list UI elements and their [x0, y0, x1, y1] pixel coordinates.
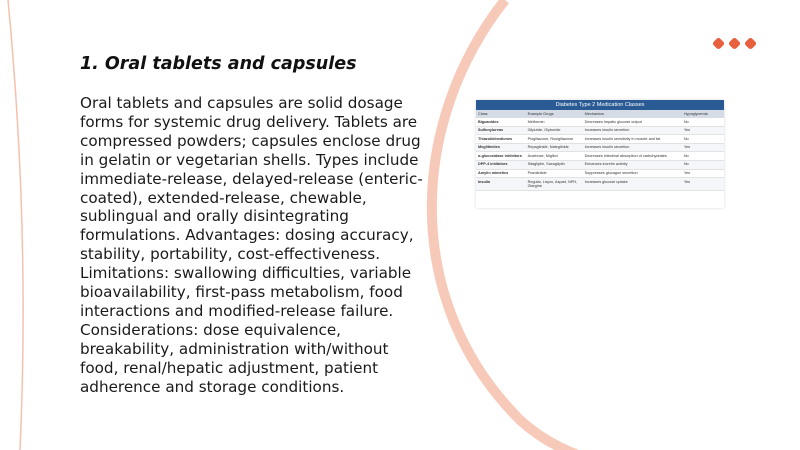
table-cell: Pramlintide — [526, 169, 583, 178]
table-cell: Increases insulin secretion — [583, 143, 682, 152]
table-cell: Biguanides — [476, 118, 526, 126]
table-cell: Glipizide, Glyburide — [526, 126, 583, 135]
table-cell: Yes — [682, 126, 724, 135]
table-cell: No — [682, 135, 724, 144]
decorative-dots — [713, 38, 756, 49]
dot-1 — [712, 37, 725, 50]
table-cell: Insulin — [476, 178, 526, 191]
table-row — [476, 135, 724, 144]
table-cell: Yes — [682, 178, 724, 191]
table-cell: Acarbose, Miglitol — [526, 152, 583, 161]
table-cell: Decreases intestinal absorption of carbohydrates — [583, 152, 682, 161]
slide-body-text: Oral tablets and capsules are solid dosage forms for systemic drug delivery. Tablets are compressed powders; capsules enclose drug in gelatin or vegetarian shells. Types include immediate-release, delayed-release (enteric-coated), extended-release, chewable, sublingual and orally disintegrating formulations. Advantages: dosing accuracy, stability, portability, cost-effectiveness. Limitations: swallowing difficulties, variable bioavailability, first-pass metabolism, food interactions and modified-release failure. Considerations: dose equivalence, breakability, administration with/without food, renal/hepatic adjustment, patient adherence and storage conditions. — [80, 94, 423, 396]
table-cell: Amylin mimetics — [476, 169, 526, 178]
table-row — [476, 126, 724, 135]
table-header-cell: Class — [476, 110, 526, 118]
table-cell: Suppresses glucagon secretion — [583, 169, 682, 178]
table-cell: Sitagliptin, Saxagliptin — [526, 160, 583, 169]
medication-table-image — [476, 100, 724, 208]
table-cell: Decreases hepatic glucose output — [583, 118, 682, 126]
table-row — [476, 143, 724, 152]
table-cell: Metformin — [526, 118, 583, 126]
table-cell: Yes — [682, 143, 724, 152]
table-cell: Pioglitazone, Rosiglitazone — [526, 135, 583, 144]
table-body — [476, 118, 724, 191]
table-header-cell: Hypoglycemia — [682, 110, 724, 118]
table-row — [476, 178, 724, 191]
medication-table — [476, 110, 724, 191]
table-cell: α-glucosidase inhibitors — [476, 152, 526, 161]
table-cell: DPP-4 inhibitors — [476, 160, 526, 169]
table-header-row — [476, 110, 724, 118]
table-header-cell: Mechanism — [583, 110, 682, 118]
table-cell: Increases glucose uptake — [583, 178, 682, 191]
table-row — [476, 118, 724, 126]
table-cell: Increases insulin sensitivity in muscle and fat — [583, 135, 682, 144]
table-cell: Increases insulin secretion — [583, 126, 682, 135]
table-cell: No — [682, 152, 724, 161]
table-cell: Repaglinide, Nateglinide — [526, 143, 583, 152]
slide-title: 1. Oral tablets and capsules — [80, 54, 357, 74]
table-caption: Diabetes Type 2 Medication Classes — [476, 100, 724, 110]
dot-3 — [744, 37, 757, 50]
table-header-cell: Example Drugs — [526, 110, 583, 118]
table-cell: No — [682, 118, 724, 126]
left-thin-arc — [8, 0, 23, 450]
table-cell: Thiazolidinediones — [476, 135, 526, 144]
table-cell: Yes — [682, 169, 724, 178]
table-cell: Enhances incretin activity — [583, 160, 682, 169]
dot-2 — [728, 37, 741, 50]
table-row — [476, 160, 724, 169]
table-row — [476, 152, 724, 161]
large-arc — [432, 0, 640, 450]
table-cell: Regular, Lispro, Aspart, NPH, Glargine — [526, 178, 583, 191]
table-cell: Sulfonylureas — [476, 126, 526, 135]
table-cell: No — [682, 160, 724, 169]
table-cell: Meglitinides — [476, 143, 526, 152]
table-row — [476, 169, 724, 178]
